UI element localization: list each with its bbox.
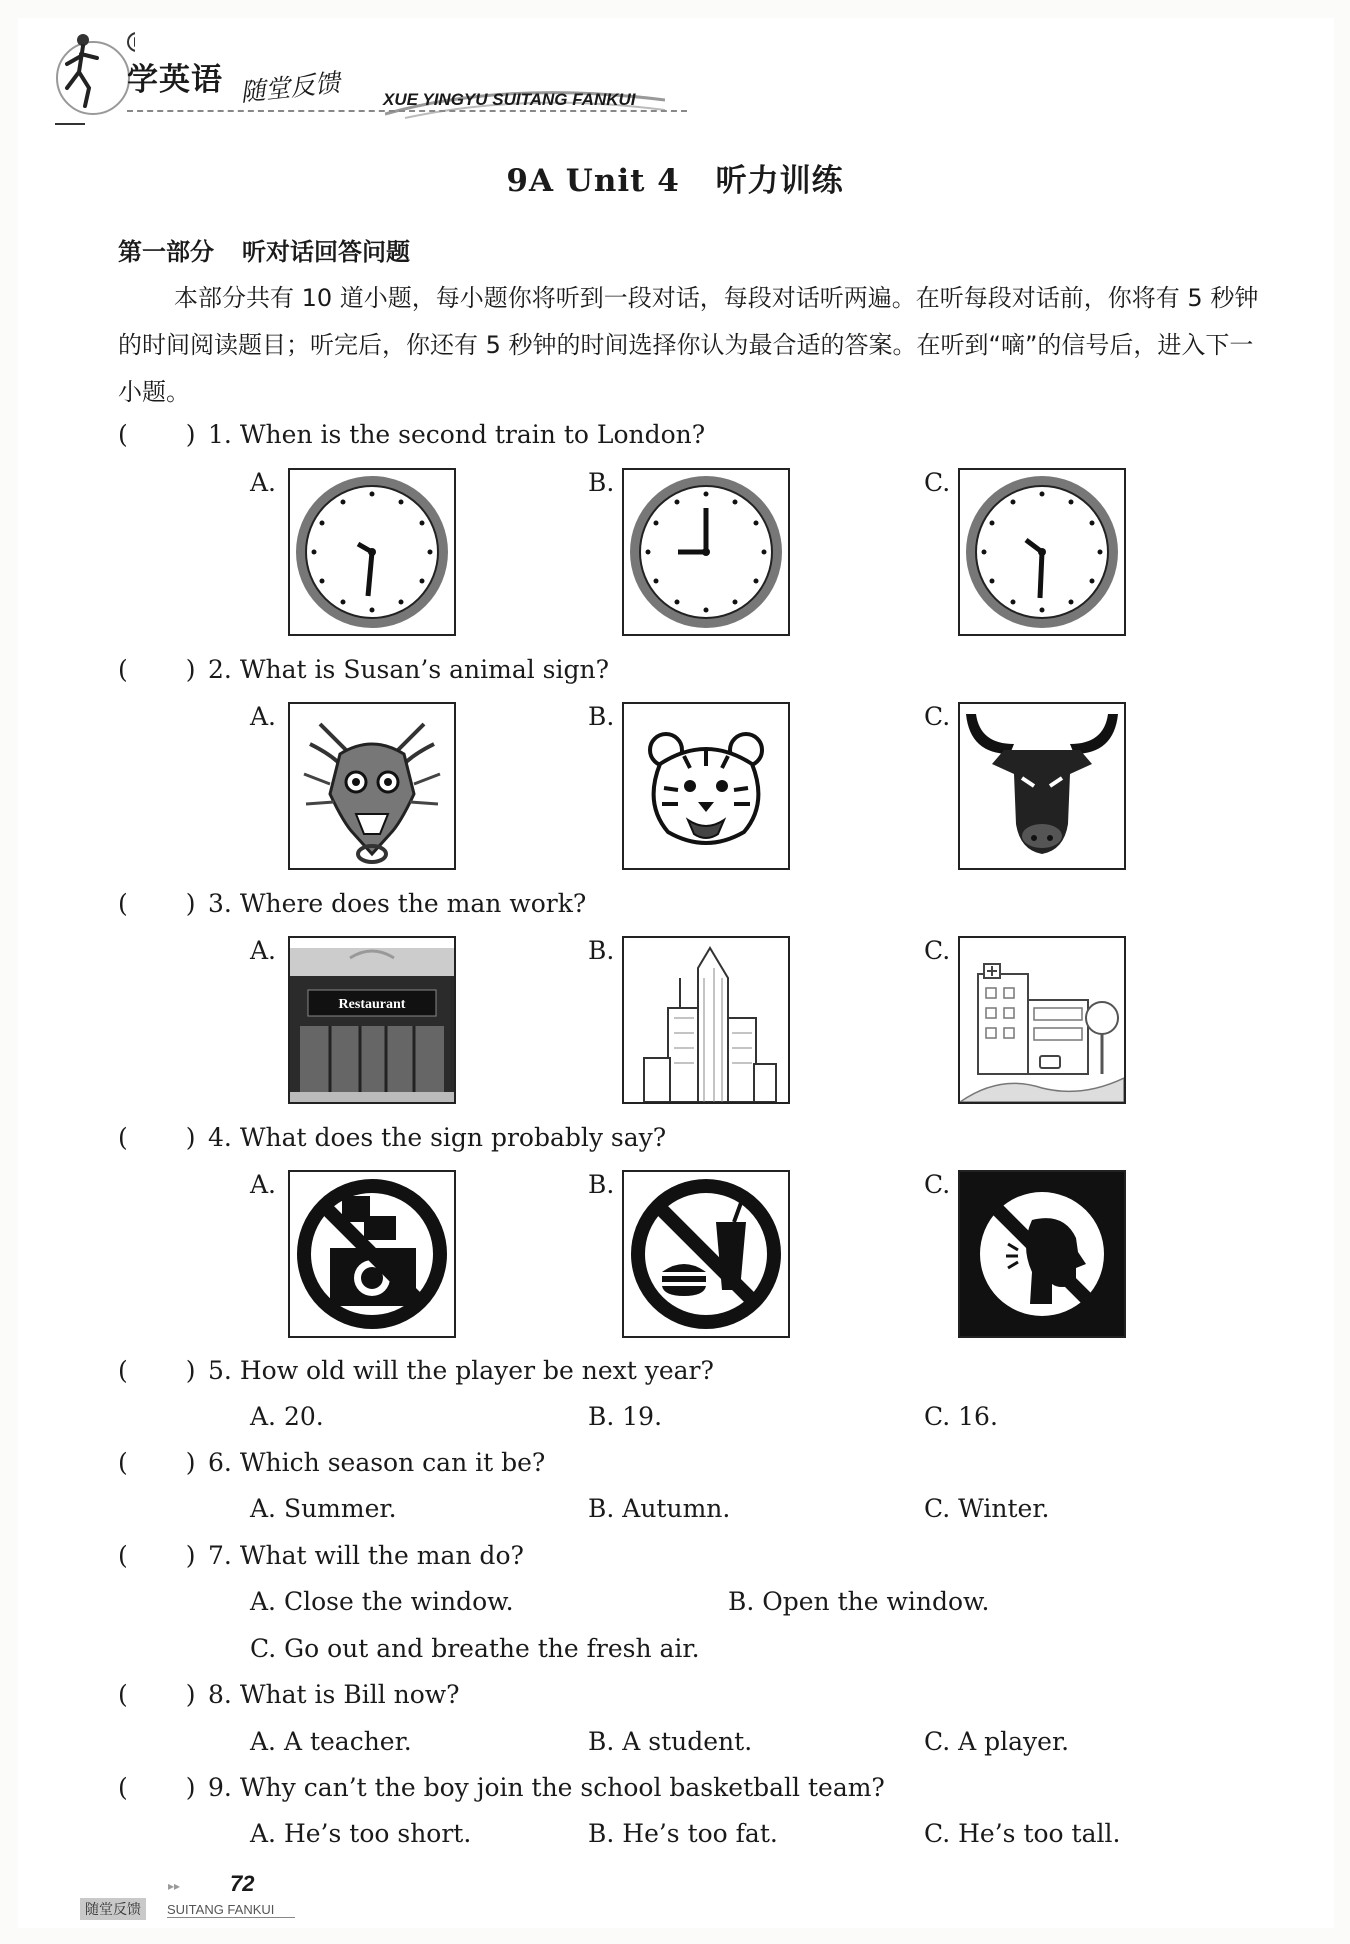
option-b-image[interactable] [622,702,790,870]
option-c: C. [924,936,951,965]
question-text: What will the man do? [239,1541,524,1570]
question-text: When is the second train to London? [239,420,706,449]
question-5: ( ) 5. How old will the player be next year? [118,1356,714,1385]
runner-logo-icon [55,28,135,128]
instructions: 本部分共有 10 道小题，每小题你将听到一段对话，每段对话听两遍。在听每段对话前，你将有 5 秒钟的时间阅读题目；听完后，你还有 5 秒钟的时间选择你认为最合适的答案。在听到“嘀”的信号后，进入下一小题。 [118,284,1259,406]
option-c-image[interactable] [958,936,1126,1104]
answer-blank[interactable]: ( ) [118,420,196,449]
option-b: B. [588,702,615,731]
option-c[interactable]: C. 16. [924,1402,998,1431]
header-subtitle: 随堂反馈 [238,67,342,108]
option-b[interactable]: B. He’s too fat. [588,1819,778,1848]
option-c[interactable]: C. Go out and breathe the fresh air. [250,1634,700,1663]
question-text: What does the sign probably say? [239,1123,667,1152]
answer-blank[interactable]: ( ) [118,1356,196,1385]
question-2: ( ) 2. What is Susan’s animal sign? [118,655,609,684]
page-header [55,28,675,128]
option-c: C. [924,468,951,497]
option-c: C. [924,1170,951,1199]
header-title: 学英语 [127,62,223,98]
option-c-image[interactable] [958,468,1126,636]
question-7: ( ) 7. What will the man do? [118,1541,524,1570]
option-a: A. [250,1170,277,1199]
no-cameras-icon [290,1172,454,1336]
option-b[interactable]: B. Open the window. [728,1587,990,1616]
no-talking-icon [960,1172,1124,1336]
question-4: ( ) 4. What does the sign probably say? [118,1123,667,1152]
option-c[interactable]: C. A player. [924,1727,1070,1756]
option-c: C. [924,702,951,731]
option-a[interactable]: A. A teacher. [250,1727,412,1756]
option-a: A. [250,468,277,497]
answer-blank[interactable]: ( ) [118,1541,196,1570]
option-a-image[interactable] [288,936,456,1104]
footer-pinyin: SUITANG FANKUI [167,1902,295,1918]
hospital-icon [960,938,1124,1102]
answer-blank[interactable]: ( ) [118,1123,196,1152]
option-a-image[interactable] [288,468,456,636]
question-8: ( ) 8. What is Bill now? [118,1680,460,1709]
footer-badge: 随堂反馈 [80,1898,146,1920]
office-building-icon [624,938,788,1102]
question-9: ( ) 9. Why can’t the boy join the school basketball team? [118,1773,885,1802]
option-a: A. [250,702,277,731]
option-c[interactable]: C. Winter. [924,1494,1050,1523]
clock-6-35-icon [960,470,1124,634]
option-c-image[interactable] [958,702,1126,870]
question-text: Which season can it be? [239,1448,546,1477]
option-a-image[interactable] [288,1170,456,1338]
option-b-image[interactable] [622,1170,790,1338]
answer-blank[interactable]: ( ) [118,1448,196,1477]
question-6: ( ) 6. Which season can it be? [118,1448,546,1477]
unit-title: 9A Unit 4 [506,163,680,199]
option-b-image[interactable] [622,468,790,636]
option-c-image[interactable] [958,1170,1126,1338]
section-heading [118,232,410,267]
no-food-drink-icon [624,1172,788,1336]
answer-blank[interactable]: ( ) [118,655,196,684]
dragon-icon [290,704,454,868]
topic-title: 听力训练 [715,163,844,199]
option-b: B. [588,468,615,497]
option-a[interactable]: A. Summer. [250,1494,397,1523]
header-divider [127,110,687,112]
option-a[interactable]: A. Close the window. [250,1587,514,1616]
option-b[interactable]: B. Autumn. [588,1494,731,1523]
tiger-icon [624,704,788,868]
option-a: A. [250,936,277,965]
section-name: 听对话回答问题 [242,238,410,266]
clock-3-00-icon [624,470,788,634]
option-b: B. [588,1170,615,1199]
question-1: ( ) 1. When is the second train to London? [118,420,706,449]
restaurant-icon [290,938,454,1102]
page-footer [80,1871,300,1928]
option-a-image[interactable] [288,702,456,870]
restaurant-sign-text: Restaurant [338,997,406,1012]
question-text: How old will the player be next year? [239,1356,714,1385]
answer-blank[interactable]: ( ) [118,1680,196,1709]
option-a[interactable]: A. 20. [250,1402,324,1431]
section-label: 第一部分 [118,238,214,266]
question-text: What is Bill now? [239,1680,460,1709]
option-b-image[interactable] [622,936,790,1104]
answer-blank[interactable]: ( ) [118,889,196,918]
option-c[interactable]: C. He’s too tall. [924,1819,1121,1848]
header-pinyin: XUE YINGYU SUITANG FANKUI [383,90,636,109]
option-a[interactable]: A. He’s too short. [250,1819,472,1848]
option-b[interactable]: B. A student. [588,1727,753,1756]
page-title [0,155,1350,200]
answer-blank[interactable]: ( ) [118,1773,196,1802]
question-text: What is Susan’s animal sign? [239,655,609,684]
page-number: 72 [230,1871,255,1896]
question-text: Why can’t the boy join the school basketball team? [239,1773,885,1802]
question-3: ( ) 3. Where does the man work? [118,889,587,918]
option-b: B. [588,936,615,965]
bull-icon [960,704,1124,868]
clock-6-35-icon [290,470,454,634]
question-text: Where does the man work? [239,889,587,918]
option-b[interactable]: B. 19. [588,1402,663,1431]
arrow-icon: ▸▸ [168,1879,181,1893]
